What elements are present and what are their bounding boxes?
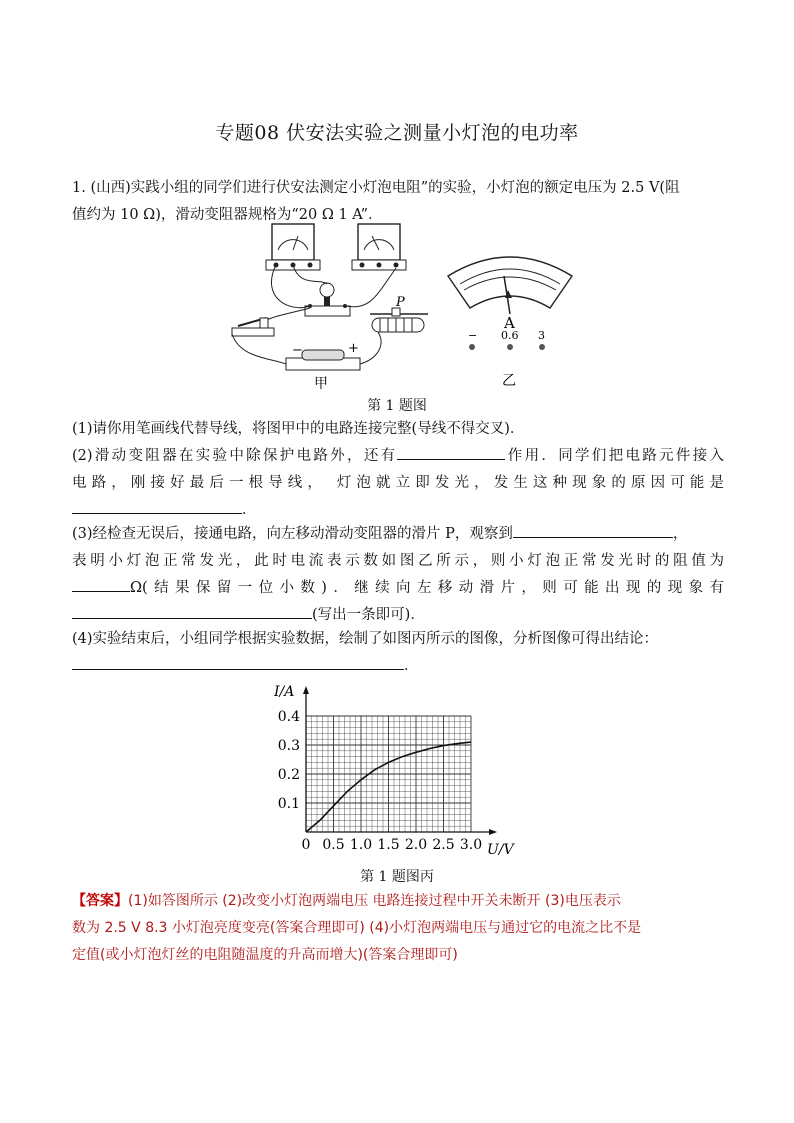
sub2-text-c: 电路，刚接好最后一根导线， 灯泡就立即发光，发生这种现象的原因可能是 <box>72 475 724 491</box>
switch-icon <box>232 318 274 336</box>
sub2-text-b: 作用．同学们把电路元件接入 <box>505 448 724 464</box>
terminal-minus: − <box>468 329 478 342</box>
answer-blank[interactable] <box>72 653 404 670</box>
ammeter-small-icon <box>352 224 406 270</box>
x-tick-label: 1.5 <box>377 837 400 853</box>
sub4-text-b: ． <box>404 658 419 674</box>
battery-plus: + <box>348 341 359 356</box>
x-axis-label: U/V <box>487 842 514 858</box>
terminal-dot <box>539 344 545 350</box>
sub-question-3 <box>72 521 724 629</box>
x-tick-label: 2.5 <box>432 837 455 853</box>
y-axis-label: I/A <box>274 684 295 700</box>
label-jia: 甲 <box>314 376 328 392</box>
answer-block <box>72 888 724 969</box>
terminal-0-6: 0.6 <box>501 329 519 342</box>
x-tick-label: 1.0 <box>349 837 373 853</box>
x-tick-label: 0.5 <box>322 837 345 853</box>
y-tick-label: 0.3 <box>277 738 300 754</box>
sub-question-1: (1)请你用笔画线代替导线，将图甲中的电路连接完整(导线不得交叉)． <box>72 421 525 437</box>
ammeter-dial-icon <box>448 257 572 314</box>
terminal-dot <box>469 344 475 350</box>
rheostat-icon <box>370 308 428 332</box>
ammeter-unit: A <box>504 314 515 332</box>
lamp-icon <box>305 283 350 316</box>
figure-1-circuit <box>220 218 580 393</box>
battery-minus: − <box>292 343 303 358</box>
sub-question-4 <box>72 626 724 680</box>
sub4-text-a: (4)实验结束后，小组同学根据实验数据，绘制了如图丙所示的图像，分析图像可得出结论： <box>72 631 659 647</box>
y-tick-label: 0.1 <box>277 796 300 812</box>
answer-blank[interactable] <box>513 521 673 538</box>
sub3-text-e: (写出一条即可)． <box>312 607 425 623</box>
y-tick-label: 0.4 <box>277 709 300 725</box>
sub3-text-a: (3)经检查无误后，接通电路，向左移动滑动变阻器的滑片 P，观察到 <box>72 526 513 542</box>
sub-question-2 <box>72 443 724 524</box>
x-tick-label: 0 <box>301 837 311 853</box>
sub3-text-b: ， <box>672 526 688 542</box>
sub2-text-a: (2)滑动变阻器在实验中除保护电路外，还有 <box>72 448 398 464</box>
sub3-text-c: 表明小灯泡正常发光，此时电流表示数如图乙所示，则小灯泡正常发光时的阻值为 <box>72 553 724 569</box>
sub3-text-d: Ω(结果保留一位小数)．继续向左移动滑片，则可能出现的现象有 <box>130 580 724 596</box>
sub2-text-d: ． <box>242 502 257 518</box>
answer-line-2: 数为 2.5 V 8.3 小灯泡亮度变亮(答案合理即可) (4)小灯泡两端电压与通过它的电流之比不是 <box>72 920 642 936</box>
answer-blank[interactable] <box>72 575 130 592</box>
terminal-dot <box>507 344 513 350</box>
figure-1c-chart <box>270 682 530 860</box>
voltmeter-icon <box>266 224 320 270</box>
answer-line-1: (1)如答图所示 (2)改变小灯泡两端电压 电路连接过程中开关未断开 (3)电压表示 <box>128 893 621 909</box>
answer-line-3: 定值(或小灯泡灯丝的电阻随温度的升高而增大)(答案合理即可) <box>72 947 458 963</box>
x-axis-arrow <box>489 829 497 835</box>
intro-line-2: 值约为 10 Ω)，滑动变阻器规格为“20 Ω 1 A”． <box>72 207 383 223</box>
answer-blank[interactable] <box>72 602 312 619</box>
figure-1-caption: 第 1 题图 <box>367 398 427 414</box>
answer-tag: 【答案】 <box>72 893 128 909</box>
x-tick-label: 2.0 <box>404 837 428 853</box>
terminal-3: 3 <box>538 329 545 342</box>
answer-blank[interactable] <box>72 497 242 514</box>
y-axis-arrow <box>303 686 309 694</box>
label-yi: 乙 <box>502 373 516 389</box>
intro-line-1: 1. (山西)实践小组的同学们进行伏安法测定小灯泡电阻”的实验，小灯泡的额定电压为 2.5 V(阻 <box>72 180 680 196</box>
page-title: 专题08 伏安法实验之测量小灯泡的电功率 <box>215 122 579 144</box>
answer-blank[interactable] <box>397 443 505 460</box>
slider-label: P <box>396 295 405 310</box>
chart-caption: 第 1 题图丙 <box>360 869 434 885</box>
x-tick-label: 3.0 <box>459 837 483 853</box>
y-tick-label: 0.2 <box>277 767 300 783</box>
